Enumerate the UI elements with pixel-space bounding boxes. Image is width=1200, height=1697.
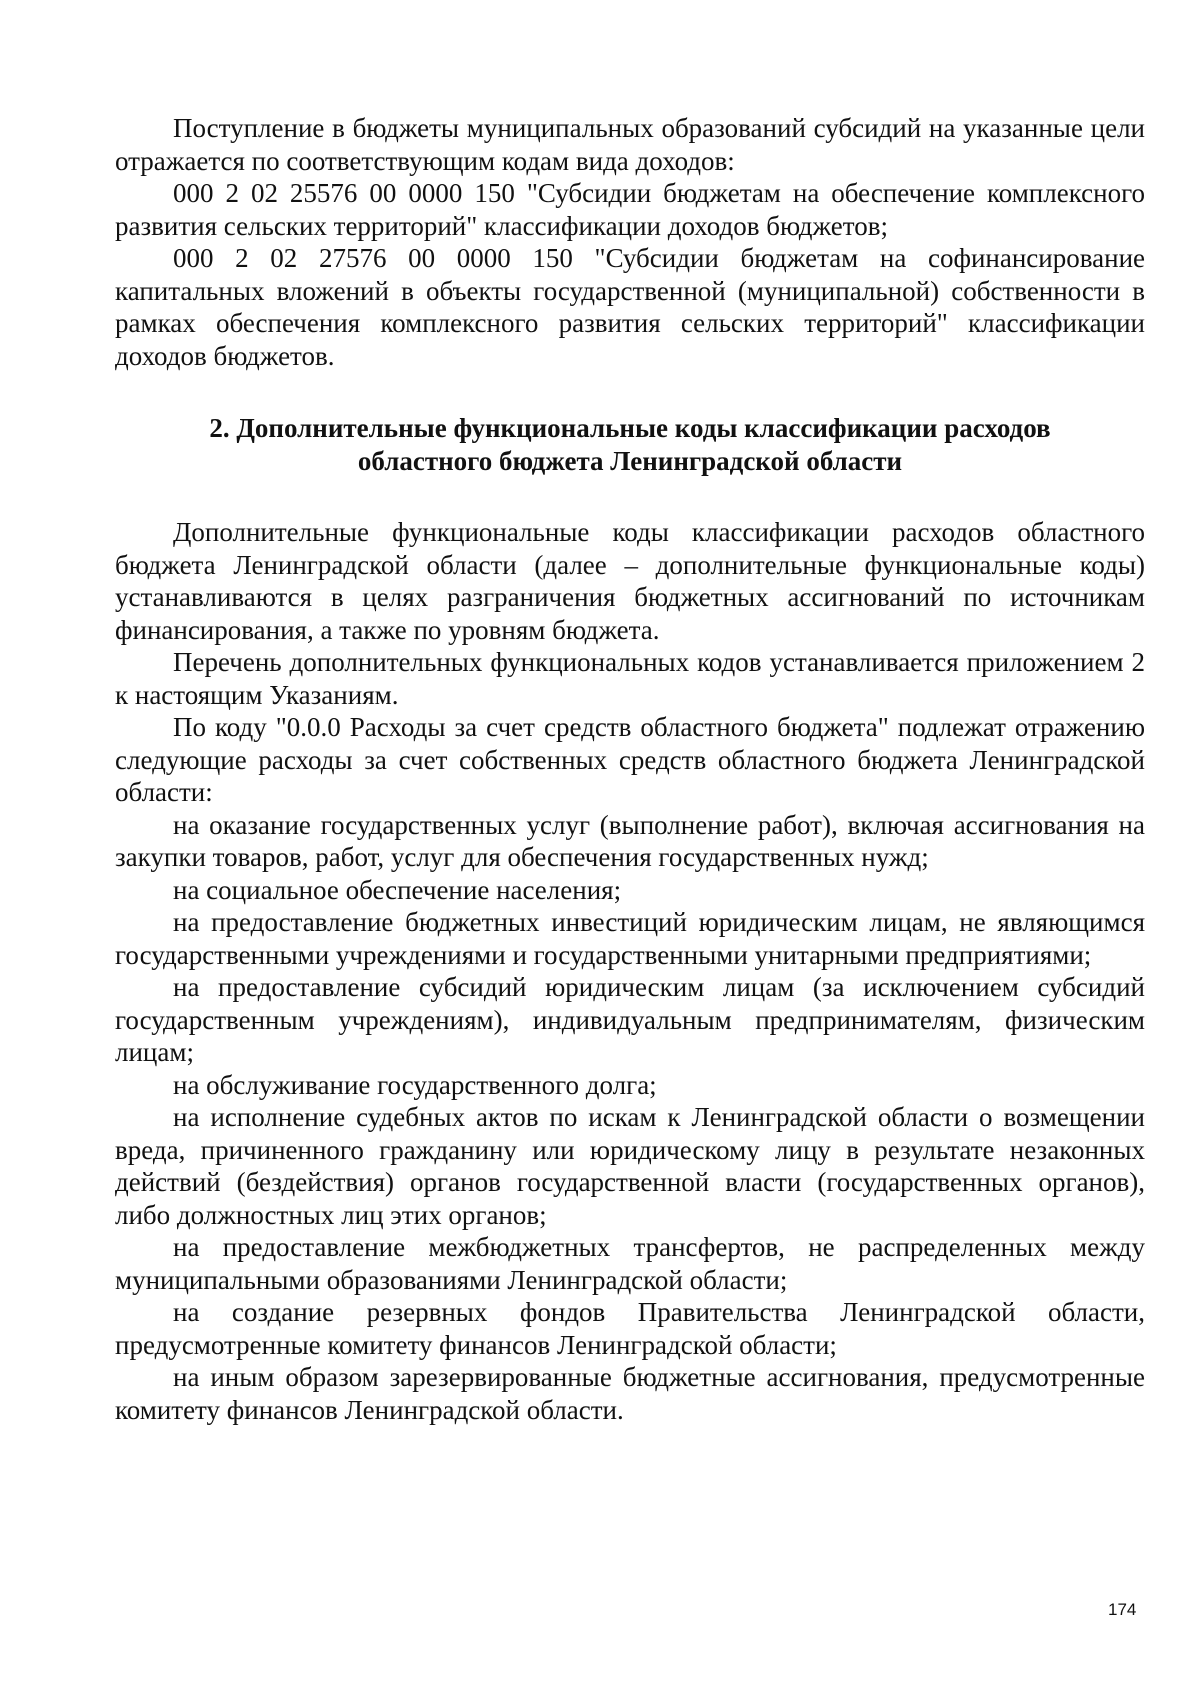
list-item-paragraph: на предоставление бюджетных инвестиций юридическим лицам, не являющимся государственными учреждениями и государственными унитарными предприятиями; xyxy=(115,907,1145,970)
list-item-paragraph: на оказание государственных услуг (выполнение работ), включая ассигнования на закупки товаров, работ, услуг для обеспечения государственных нужд; xyxy=(115,809,1145,872)
list-item-paragraph: на создание резервных фондов Правительства Ленинградской области, предусмотренные комитету финансов Ленинградской области; xyxy=(115,1297,1145,1360)
list-item-paragraph: на предоставление межбюджетных трансфертов, не распределенных между муниципальными образованиями Ленинградской области; xyxy=(115,1232,1145,1295)
list-item-paragraph: на иным образом зарезервированные бюджетные ассигнования, предусмотренные комитету финансов Ленинградской области. xyxy=(115,1362,1145,1425)
intro-paragraph: 000 2 02 27576 00 0000 150 "Субсидии бюджетам на софинансирование капитальных вложений в объекты государственной (муниципальной) собственности в рамках обеспечения комплексного развития сельских территорий" классификации доходов бюджетов. xyxy=(115,243,1145,371)
section-heading-line: 2. Дополнительные функциональные коды классификации расходов xyxy=(209,413,1051,443)
intro-paragraph: Поступление в бюджеты муниципальных образований субсидий на указанные цели отражается по соответствующим кодам вида доходов: xyxy=(115,113,1145,176)
list-item-paragraph: на обслуживание государственного долга; xyxy=(173,1069,657,1100)
page-content xyxy=(115,112,1145,1426)
list-item-paragraph: на социальное обеспечение населения; xyxy=(173,874,622,905)
intro-paragraph: 000 2 02 25576 00 0000 150 "Субсидии бюджетам на обеспечение комплексного развития сельских территорий" классификации доходов бюджетов; xyxy=(115,178,1145,241)
body-paragraph: По коду "0.0.0 Расходы за счет средств областного бюджета" подлежат отражению следующие расходы за счет собственных средств областного бюджета Ленинградской области: xyxy=(115,712,1145,807)
section-heading-line: областного бюджета Ленинградской области xyxy=(357,446,903,476)
page-number: 174 xyxy=(1108,1600,1137,1619)
body-paragraph: Перечень дополнительных функциональных кодов устанавливается приложением 2 к настоящим Указаниям. xyxy=(115,647,1145,710)
list-item-paragraph: на исполнение судебных актов по искам к Ленинградской области о возмещении вреда, причиненного гражданину или юридическому лицу в результате незаконных действий (бездействия) органов государственной власти (государственных органов), либо должностных лиц этих органов; xyxy=(115,1102,1145,1230)
section-heading xyxy=(115,412,1145,478)
list-item-paragraph: на предоставление субсидий юридическим лицам (за исключением субсидий государственным учреждениям), индивидуальным предпринимателям, физическим лицам; xyxy=(115,972,1145,1067)
body-paragraph: Дополнительные функциональные коды классификации расходов областного бюджета Ленинградской области (далее – дополнительные функциональные коды) устанавливаются в целях разграничения бюджетных ассигнований по источникам финансирования, а также по уровням бюджета. xyxy=(115,517,1145,645)
